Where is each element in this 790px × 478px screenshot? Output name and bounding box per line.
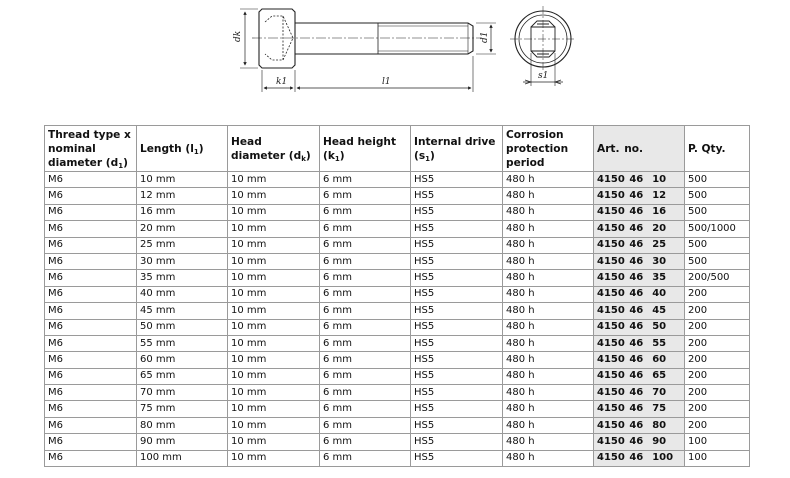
corrosion-cell: 480 h [503, 221, 594, 237]
pack-qty-cell: 500 [685, 204, 750, 220]
head-diameter-cell: 10 mm [228, 270, 320, 286]
head-height-cell: 6 mm [320, 204, 411, 220]
art-no-cell: 4150 46 70 [594, 385, 685, 401]
art-no-cell: 4150 46 80 [594, 417, 685, 433]
thread-type-cell: M6 [45, 319, 137, 335]
corrosion-cell: 480 h [503, 417, 594, 433]
table-row [45, 270, 750, 286]
corrosion-cell: 480 h [503, 270, 594, 286]
head-height-cell: 6 mm [320, 221, 411, 237]
art-no-cell: 4150 46 50 [594, 319, 685, 335]
screw-technical-drawing [0, 0, 790, 110]
table-row [45, 286, 750, 302]
art-no-cell: 4150 46 90 [594, 434, 685, 450]
length-cell: 20 mm [137, 221, 228, 237]
corrosion-cell: 480 h [503, 434, 594, 450]
internal-drive-cell: HS5 [411, 434, 503, 450]
length-cell: 75 mm [137, 401, 228, 417]
head-height-cell: 6 mm [320, 303, 411, 319]
corrosion-cell: 480 h [503, 204, 594, 220]
table-row [45, 221, 750, 237]
pack-qty-cell: 500 [685, 188, 750, 204]
internal-drive-cell: HS5 [411, 237, 503, 253]
head-diameter-cell: 10 mm [228, 237, 320, 253]
table-row [45, 417, 750, 433]
length-cell: 70 mm [137, 385, 228, 401]
pack-qty-cell: 200 [685, 352, 750, 368]
length-cell: 10 mm [137, 172, 228, 188]
head-diameter-cell: 10 mm [228, 417, 320, 433]
thread-type-cell: M6 [45, 352, 137, 368]
art-no-cell: 4150 46 40 [594, 286, 685, 302]
head-height-cell: 6 mm [320, 286, 411, 302]
corrosion-protection-header: Corrosion protection period [503, 126, 594, 172]
pack-qty-cell: 100 [685, 450, 750, 466]
art-no-cell: 4150 46 45 [594, 303, 685, 319]
art-no-header: Art. no. [594, 126, 685, 172]
screw-shank [295, 23, 473, 54]
corrosion-cell: 480 h [503, 335, 594, 351]
pack-qty-cell: 200/500 [685, 270, 750, 286]
head-height-cell: 6 mm [320, 172, 411, 188]
screw-head [259, 9, 295, 68]
art-no-cell: 4150 46 30 [594, 253, 685, 269]
length-cell: 25 mm [137, 237, 228, 253]
art-no-cell: 4150 46 25 [594, 237, 685, 253]
head-diameter-cell: 10 mm [228, 385, 320, 401]
internal-drive-cell: HS5 [411, 335, 503, 351]
pack-qty-cell: 200 [685, 401, 750, 417]
thread-type-cell: M6 [45, 221, 137, 237]
length-cell: 16 mm [137, 204, 228, 220]
head-diameter-header: Head diameter $(d_k)$ [228, 126, 320, 172]
head-diameter-cell: 10 mm [228, 221, 320, 237]
head-height-cell: 6 mm [320, 401, 411, 417]
length-cell: 60 mm [137, 352, 228, 368]
corrosion-cell: 480 h [503, 368, 594, 384]
pack-qty-cell: 200 [685, 368, 750, 384]
internal-drive-cell: HS5 [411, 352, 503, 368]
head-diameter-cell: 10 mm [228, 368, 320, 384]
pack-qty-cell: 100 [685, 434, 750, 450]
thread-type-header: Thread type x nominal diameter $(d_1)$ [45, 126, 137, 172]
thread-type-cell: M6 [45, 237, 137, 253]
table-row [45, 368, 750, 384]
head-height-cell: 6 mm [320, 434, 411, 450]
pack-qty-cell: 200 [685, 335, 750, 351]
internal-drive-cell: HS5 [411, 188, 503, 204]
corrosion-cell: 480 h [503, 352, 594, 368]
corrosion-cell: 480 h [503, 385, 594, 401]
thread-type-cell: M6 [45, 335, 137, 351]
table-row [45, 188, 750, 204]
table-row [45, 352, 750, 368]
art-no-cell: 4150 46 10 [594, 172, 685, 188]
length-cell: 12 mm [137, 188, 228, 204]
thread-type-cell: M6 [45, 286, 137, 302]
length-cell: 40 mm [137, 286, 228, 302]
thread-type-cell: M6 [45, 450, 137, 466]
pack-qty-cell: 200 [685, 417, 750, 433]
head-diameter-cell: 10 mm [228, 352, 320, 368]
pack-qty-cell: 200 [685, 303, 750, 319]
internal-drive-cell: HS5 [411, 385, 503, 401]
head-diameter-cell: 10 mm [228, 434, 320, 450]
length-cell: 100 mm [137, 450, 228, 466]
head-diameter-cell: 10 mm [228, 188, 320, 204]
head-height-cell: 6 mm [320, 368, 411, 384]
corrosion-cell: 480 h [503, 253, 594, 269]
thread-type-cell: M6 [45, 434, 137, 450]
head-height-cell: 6 mm [320, 237, 411, 253]
head-height-cell: 6 mm [320, 270, 411, 286]
table-row [45, 204, 750, 220]
internal-drive-cell: HS5 [411, 450, 503, 466]
art-no-cell: 4150 46 55 [594, 335, 685, 351]
corrosion-cell: 480 h [503, 286, 594, 302]
internal-drive-cell: HS5 [411, 221, 503, 237]
l1-label: l1 [382, 77, 391, 87]
head-diameter-cell: 10 mm [228, 319, 320, 335]
head-diameter-cell: 10 mm [228, 401, 320, 417]
pack-qty-cell: 200 [685, 319, 750, 335]
table-row [45, 450, 750, 466]
head-height-cell: 6 mm [320, 417, 411, 433]
d1-label: d1 [480, 31, 490, 43]
length-cell: 90 mm [137, 434, 228, 450]
length-cell: 30 mm [137, 253, 228, 269]
head-height-cell: 6 mm [320, 385, 411, 401]
internal-drive-cell: HS5 [411, 253, 503, 269]
thread-type-cell: M6 [45, 368, 137, 384]
head-diameter-cell: 10 mm [228, 204, 320, 220]
table-row [45, 303, 750, 319]
head-diameter-cell: 10 mm [228, 286, 320, 302]
pack-qty-cell: 200 [685, 286, 750, 302]
internal-drive-header: Internal drive $(s_1)$ [411, 126, 503, 172]
head-height-cell: 6 mm [320, 352, 411, 368]
thread-type-cell: M6 [45, 417, 137, 433]
pack-qty-cell: 200 [685, 385, 750, 401]
corrosion-cell: 480 h [503, 188, 594, 204]
head-diameter-cell: 10 mm [228, 335, 320, 351]
thread-type-cell: M6 [45, 270, 137, 286]
table-row [45, 319, 750, 335]
length-header: Length $(l_1)$ [137, 126, 228, 172]
art-no-cell: 4150 46 12 [594, 188, 685, 204]
thread-type-cell: M6 [45, 401, 137, 417]
specification-table [44, 125, 750, 467]
head-diameter-cell: 10 mm [228, 253, 320, 269]
length-cell: 50 mm [137, 319, 228, 335]
art-no-cell: 4150 46 60 [594, 352, 685, 368]
corrosion-cell: 480 h [503, 172, 594, 188]
table-row [45, 253, 750, 269]
length-cell: 35 mm [137, 270, 228, 286]
pack-qty-cell: 500/1000 [685, 221, 750, 237]
art-no-cell: 4150 46 100 [594, 450, 685, 466]
thread-type-cell: M6 [45, 303, 137, 319]
length-cell: 80 mm [137, 417, 228, 433]
internal-drive-cell: HS5 [411, 417, 503, 433]
head-diameter-cell: 10 mm [228, 450, 320, 466]
head-height-cell: 6 mm [320, 335, 411, 351]
head-diameter-cell: 10 mm [228, 172, 320, 188]
head-height-cell: 6 mm [320, 188, 411, 204]
head-diameter-cell: 10 mm [228, 303, 320, 319]
table-row [45, 434, 750, 450]
corrosion-cell: 480 h [503, 303, 594, 319]
internal-drive-cell: HS5 [411, 401, 503, 417]
thread-type-cell: M6 [45, 188, 137, 204]
k1-label: k1 [276, 77, 288, 87]
corrosion-cell: 480 h [503, 237, 594, 253]
pack-qty-header: P. Qty. [685, 126, 750, 172]
art-no-cell: 4150 46 35 [594, 270, 685, 286]
internal-drive-cell: HS5 [411, 286, 503, 302]
internal-drive-cell: HS5 [411, 319, 503, 335]
art-no-cell: 4150 46 75 [594, 401, 685, 417]
s1-label: s1 [538, 71, 549, 81]
table-row [45, 385, 750, 401]
pack-qty-cell: 500 [685, 172, 750, 188]
length-cell: 55 mm [137, 335, 228, 351]
thread-type-cell: M6 [45, 253, 137, 269]
table-body [45, 172, 750, 467]
head-height-header: Head height $(k_1)$ [320, 126, 411, 172]
pack-qty-cell: 500 [685, 253, 750, 269]
corrosion-cell: 480 h [503, 401, 594, 417]
length-cell: 45 mm [137, 303, 228, 319]
table-header-row [45, 126, 750, 172]
length-cell: 65 mm [137, 368, 228, 384]
table-row [45, 401, 750, 417]
corrosion-cell: 480 h [503, 450, 594, 466]
table-row [45, 237, 750, 253]
dk-label: dk [233, 30, 243, 42]
pack-qty-cell: 500 [685, 237, 750, 253]
art-no-cell: 4150 46 16 [594, 204, 685, 220]
art-no-cell: 4150 46 65 [594, 368, 685, 384]
internal-drive-cell: HS5 [411, 172, 503, 188]
thread-type-cell: M6 [45, 385, 137, 401]
head-height-cell: 6 mm [320, 450, 411, 466]
table-row [45, 172, 750, 188]
internal-drive-cell: HS5 [411, 368, 503, 384]
internal-drive-cell: HS5 [411, 204, 503, 220]
internal-drive-cell: HS5 [411, 270, 503, 286]
art-no-cell: 4150 46 20 [594, 221, 685, 237]
head-height-cell: 6 mm [320, 253, 411, 269]
corrosion-cell: 480 h [503, 319, 594, 335]
thread-type-cell: M6 [45, 204, 137, 220]
internal-drive-cell: HS5 [411, 303, 503, 319]
thread-type-cell: M6 [45, 172, 137, 188]
head-height-cell: 6 mm [320, 319, 411, 335]
table-row [45, 335, 750, 351]
